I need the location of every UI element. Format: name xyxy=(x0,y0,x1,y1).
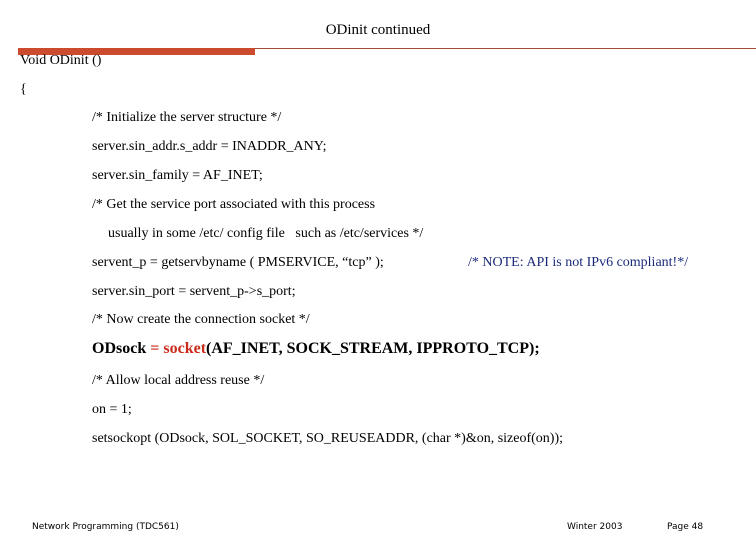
code-line-comment-service-port: /* Get the service port associated with this process xyxy=(92,197,376,212)
code-line-setsockopt: setsockopt (ODsock, SOL_SOCKET, SO_REUSEADDR, (char *)&on, sizeof(on)); xyxy=(92,431,564,446)
slide-title: ODinit continued xyxy=(325,22,431,38)
code-line-comment-create-socket: /* Now create the connection socket */ xyxy=(92,312,310,327)
code-line-getservbyname: servent_p = getservbyname ( PMSERVICE, “tcp” ); xyxy=(92,255,384,270)
code-line-comment-services-file: usually in some /etc/ config file such as /etc/services */ xyxy=(108,226,424,241)
code-line-sin-family: server.sin_family = AF_INET; xyxy=(92,168,263,183)
socket-args: (AF_INET, SOCK_STREAM, IPPROTO_TCP); xyxy=(206,340,540,357)
footer-course: Network Programming (TDC561) xyxy=(32,522,179,532)
code-line-socket-call xyxy=(92,340,540,358)
socket-keyword: socket xyxy=(163,340,207,357)
code-line-sin-addr: server.sin_addr.s_addr = INADDR_ANY; xyxy=(92,139,327,154)
footer-term: Winter 2003 xyxy=(567,522,623,532)
assign-operator: = xyxy=(146,340,164,357)
code-line-ipv6-note: /* NOTE: API is not IPv6 compliant!*/ xyxy=(468,255,689,270)
code-line-sin-port: server.sin_port = servent_p->s_port; xyxy=(92,284,296,299)
code-line-function-signature: Void ODinit () xyxy=(20,53,102,68)
code-line-on-assign: on = 1; xyxy=(92,402,132,417)
code-line-open-brace: { xyxy=(20,82,27,97)
odsock-variable: ODsock xyxy=(92,340,147,357)
code-line-comment-reuse: /* Allow local address reuse */ xyxy=(92,373,265,388)
footer-page-number: Page 48 xyxy=(667,522,704,532)
code-line-comment-init: /* Initialize the server structure */ xyxy=(92,110,282,125)
